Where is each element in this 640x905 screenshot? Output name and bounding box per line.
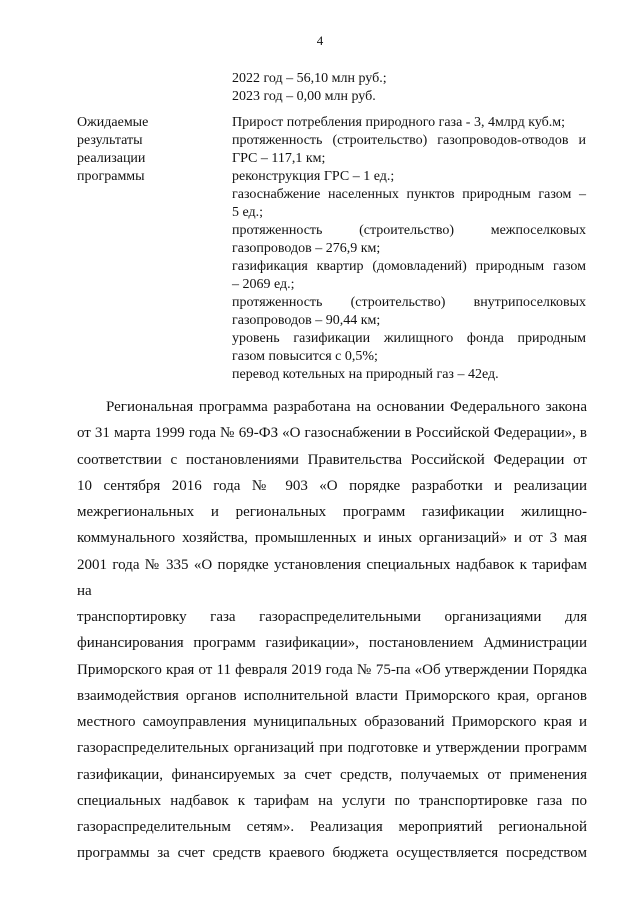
paragraph-line: местного самоуправления муниципальных образований Приморского края и	[77, 714, 587, 730]
result-line: перевод котельных на природный газ – 42ед.	[232, 367, 499, 382]
funding-line-2022: 2022 год – 56,10 млн руб.;	[232, 71, 387, 86]
paragraph-line: специальных надбавок к тарифам на услуги по транспортировке газа по	[77, 792, 587, 809]
result-line: Прирост потребления природного газа - 3, 4млрд куб.м;	[232, 115, 566, 130]
result-line: уровень газификации жилищного фонда природным	[232, 331, 586, 346]
results-label-line: Ожидаемые	[77, 115, 149, 130]
paragraph-line: газораспределительных организаций при подготовке и утверждении программ	[77, 740, 587, 757]
result-line: протяженность (строительство) внутрипоселковых	[232, 295, 586, 310]
result-line: протяженность (строительство) межпоселковых	[232, 223, 586, 238]
results-label-line: результаты	[77, 133, 143, 148]
results-label-line: реализации	[77, 151, 146, 166]
paragraph-line: программы за счет средств краевого бюджета осуществляется посредством	[77, 845, 587, 862]
paragraph-line: взаимодействия органов исполнительной власти Приморского края, органов	[77, 687, 587, 704]
results-label	[77, 114, 148, 186]
paragraph-line: межрегиональных и региональных программ газификации жилищно-	[77, 504, 587, 520]
paragraph-line: 2001 года № 335 «О порядке установления специальных надбавок к тарифам на	[77, 556, 587, 599]
paragraph-line: Приморского края от 11 февраля 2019 года № 75-па «Об утверждении Порядка	[77, 661, 587, 678]
page-number: 4	[316, 33, 324, 48]
paragraph-line: газораспределительным сетям». Реализация мероприятий региональной	[77, 819, 587, 835]
paragraph-line: от 31 марта 1999 года № 69-ФЗ «О газоснабжении в Российской Федерации», в	[77, 425, 587, 442]
result-line: газом повысится с 0,5%;	[232, 349, 378, 364]
paragraph-line: соответствии с постановлениями Правительства Российской Федерации от	[77, 451, 587, 468]
paragraph-line: финансирования программ газификации», постановлением Администрации	[77, 635, 587, 652]
result-line: протяженность (строительство) газопроводов-отводов и	[232, 133, 586, 148]
result-line: газопроводов – 90,44 км;	[232, 313, 381, 328]
result-line: газификация квартир (домовладений) природным газом	[232, 259, 586, 274]
paragraph-line: Региональная программа разработана на основании Федерального закона	[106, 399, 587, 415]
result-line: газоснабжение населенных пунктов природным газом –	[232, 187, 586, 202]
funding-line-2023: 2023 год – 0,00 млн руб.	[232, 89, 376, 104]
result-line: 5 ед.;	[232, 205, 264, 220]
paragraph-line: газификации, финансируемых за счет средств, получаемых от применения	[77, 766, 587, 783]
result-line: – 2069 ед.;	[232, 277, 295, 292]
paragraph-line: 10 сентября 2016 года № 903 «О порядке разработки и реализации	[77, 477, 587, 494]
result-line: ГРС – 117,1 км;	[232, 151, 326, 166]
results-label-line: программы	[77, 169, 145, 184]
funding-tail	[232, 70, 387, 106]
results-list	[232, 114, 586, 384]
paragraph-line: транспортировку газа газораспределительными организациями для	[77, 609, 587, 625]
result-line: реконструкция ГРС – 1 ед.;	[232, 169, 395, 184]
body-paragraph	[77, 394, 587, 867]
paragraph-line: коммунального хозяйства, промышленных и иных организаций» и от 3 мая	[77, 530, 587, 547]
result-line: газопроводов – 276,9 км;	[232, 241, 381, 256]
